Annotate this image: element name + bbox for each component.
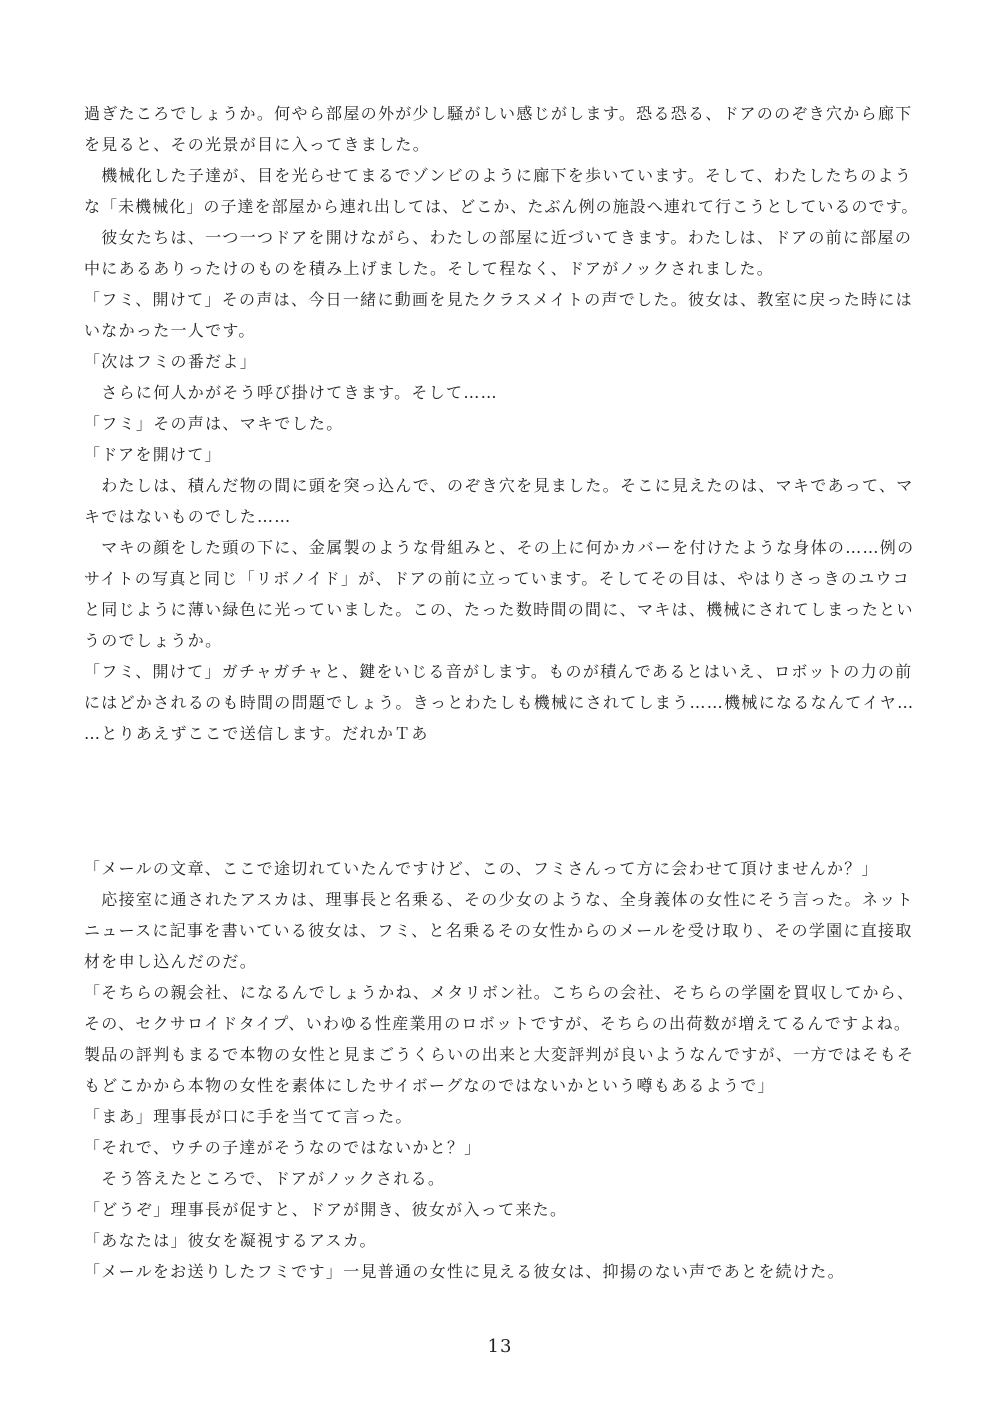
text-line: マキの顔をした頭の下に、金属製のような骨組みと、その上に何かカバーを付けたような身体の……例の — [84, 538, 915, 557]
page-number: 13 — [487, 1336, 513, 1357]
text-line: 「メールをお送りしたフミです」一見普通の女性に見える彼女は、抑揚のない声であとを続けた。 — [84, 1262, 845, 1281]
text-line: …とりあえずここで送信します。だれかＴあ — [84, 724, 429, 743]
text-line: 「どうぞ」理事長が促すと、ドアが開き、彼女が入って来た。 — [84, 1200, 568, 1219]
text-line: 「フミ、開けて」ガチャガチャと、鍵をいじる音がします。ものが積んであるとはいえ、ロボットの力の前 — [84, 662, 913, 681]
text-line: 「ドアを開けて」 — [84, 445, 222, 464]
text-line: 「フミ」その声は、マキでした。 — [84, 414, 344, 433]
text-line: と同じように薄い緑色に光っていました。この、たった数時間の間に、マキは、機械にされてしまったとい — [84, 600, 914, 619]
text-line: 応接室に通されたアスカは、理事長と名乗る、その少女のような、全身義体の女性にそう言った。ネット — [84, 890, 914, 909]
text-line: その、セクサロイドタイプ、いわゆる性産業用のロボットですが、そちらの出荷数が増えてるんですよね。 — [84, 1014, 912, 1033]
text-line: キではないものでした…… — [84, 507, 292, 526]
text-line: ニュースに記事を書いている彼女は、フミ、と名乗るその女性からのメールを受け取り、その学園に直接取 — [84, 921, 913, 940]
text-line: 「そちらの親会社、になるんでしょうかね、メタリボン社。こちらの会社、そちらの学園を買収してから、 — [84, 983, 915, 1002]
text-line: にはどかされるのも時間の問題でしょう。きっとわたしも機械にされてしまう……機械になるなんてイヤ… — [84, 693, 915, 712]
text-line: 製品の評判もまるで本物の女性と見まごうくらいの出来と大変評判が良いようなんですが、一方ではそもそ — [84, 1045, 915, 1064]
text-line: 彼女たちは、一つ一つドアを開けながら、わたしの部屋に近づいてきます。わたしは、ドアの前に部屋の — [84, 228, 913, 247]
text-line: 中にあるありったけのものを積み上げました。そして程なく、ドアがノックされました。 — [84, 259, 775, 278]
text-line: いなかった一人です。 — [84, 321, 256, 340]
text-line: 過ぎたころでしょうか。何やら部屋の外が少し騒がしい感じがします。恐る恐る、ドアののぞき穴から廊下 — [84, 104, 913, 123]
text-line: そう答えたところで、ドアがノックされる。 — [84, 1169, 446, 1188]
story-section-1 — [84, 98, 918, 749]
text-line: 「メールの文章、ここで途切れていたんですけど、この、フミさんって方に会わせて頂けませんか？」 — [84, 859, 879, 878]
text-line: サイトの写真と同じ「リボノイド」が、ドアの前に立っています。そしてその目は、やはりさっきのユウコ — [84, 569, 911, 588]
text-line: 機械化した子達が、目を光らせてまるでゾンビのように廊下を歩いています。そして、わたしたちのよう — [84, 166, 913, 185]
text-line: うのでしょうか。 — [84, 631, 223, 650]
text-line: わたしは、積んだ物の間に頭を突っ込んで、のぞき穴を見ました。そこに見えたのは、マキであって、マ — [84, 476, 914, 495]
text-line: もどこかから本物の女性を素体にしたサイボーグなのではないかという噂もあるようで」 — [84, 1076, 775, 1095]
text-line: さらに何人かがそう呼び掛けてきます。そして…… — [84, 383, 498, 402]
text-line: 「次はフミの番だよ」 — [84, 352, 258, 371]
text-line: な「未機械化」の子達を部屋から連れ出しては、どこか、たぶん例の施設へ連れて行こうとしているのです。 — [84, 197, 919, 216]
text-line: 「フミ、開けて」その声は、今日一緒に動画を見たクラスメイトの声でした。彼女は、教室に戻った時には — [84, 290, 913, 309]
text-line: を見ると、その光景が目に入ってきました。 — [84, 135, 431, 154]
text-line: 「それで、ウチの子達がそうなのではないかと？」 — [84, 1138, 482, 1157]
story-section-2 — [84, 853, 918, 1287]
text-line: 材を申し込んだのだ。 — [84, 952, 258, 971]
text-line: 「まあ」理事長が口に手を当てて言った。 — [84, 1107, 413, 1126]
text-line: 「あなたは」彼女を凝視するアスカ。 — [84, 1231, 377, 1250]
